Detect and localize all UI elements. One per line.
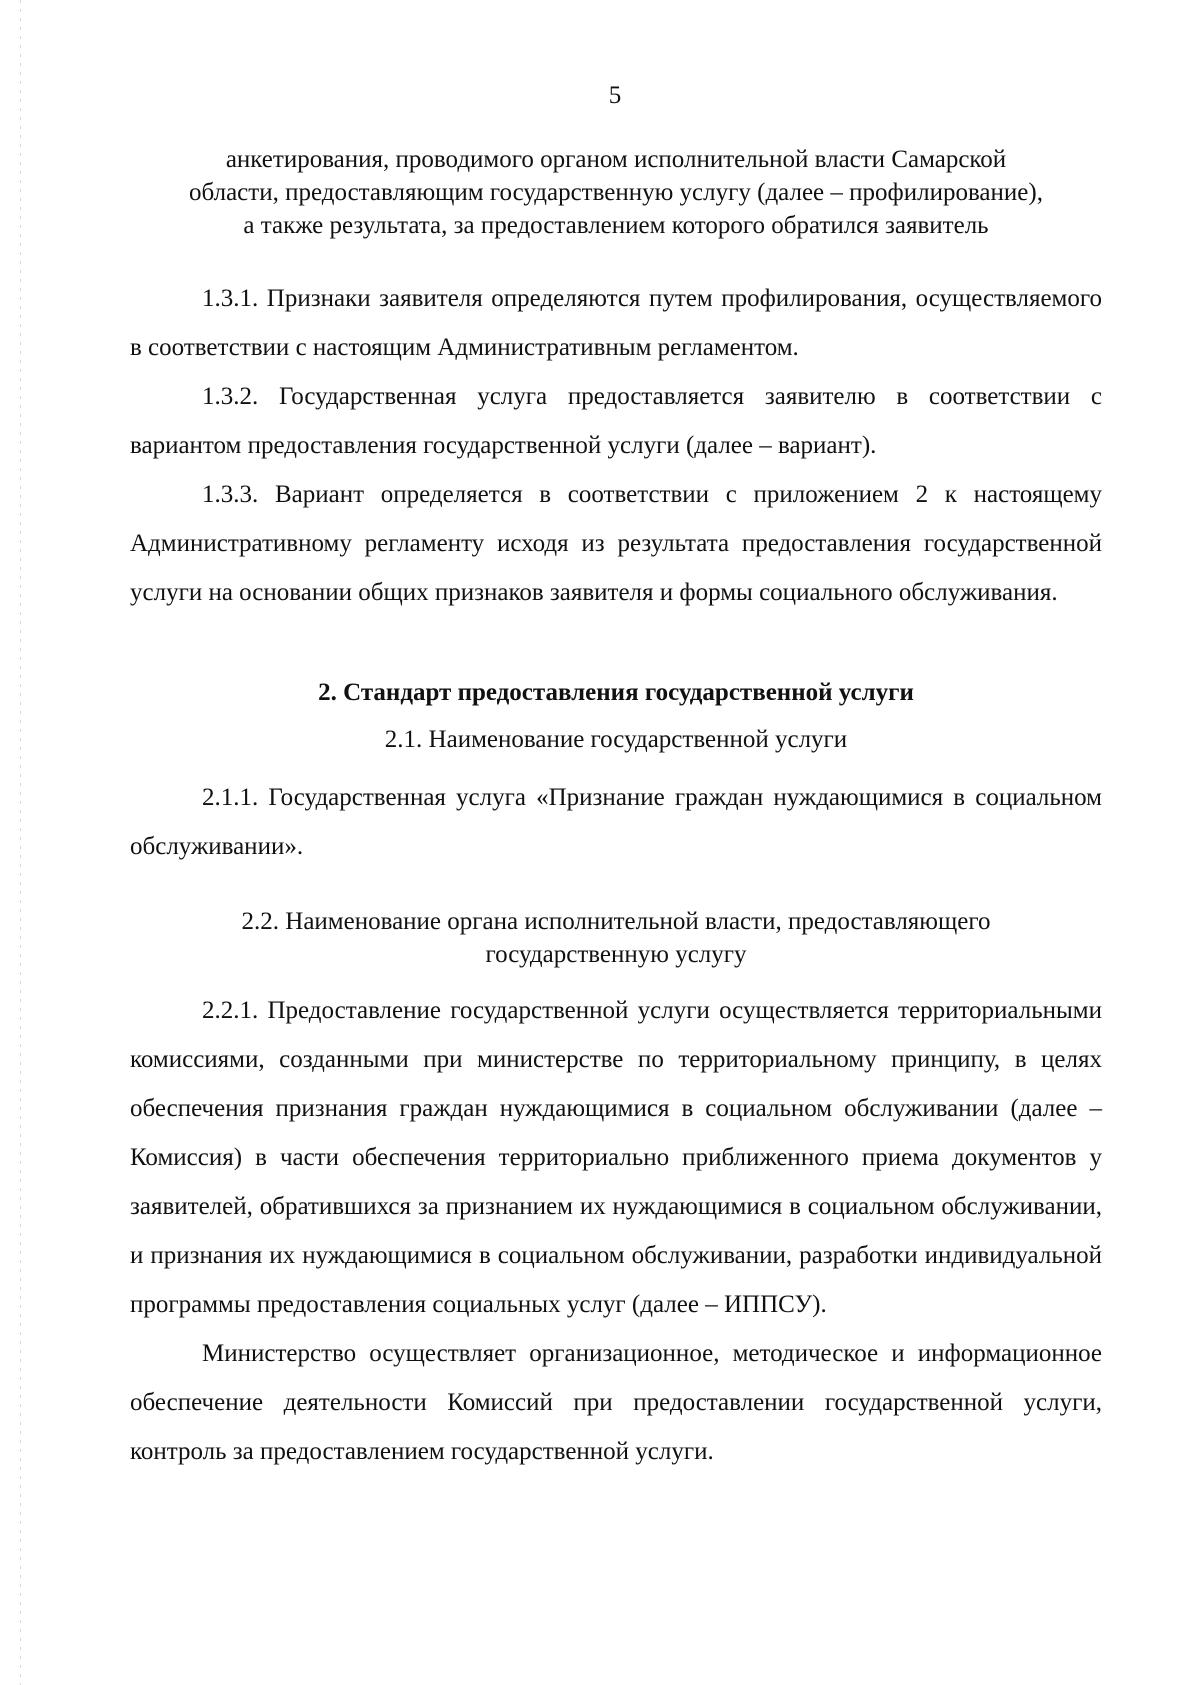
paragraph-1-3-3: 1.3.3. Вариант определяется в соответствии с приложением 2 к настоящему Административному регламенту исходя из результата предоставления государственной услуги на основании общих признаков заявителя и формы социального обслуживания.	[130, 481, 1102, 606]
intro-heading	[130, 143, 1102, 242]
subsection-2-2-title-line: государственную услугу	[485, 941, 747, 968]
section-2-2-body	[130, 986, 1102, 1476]
subsection-2-2-title-line: 2.2. Наименование органа исполнительной власти, предоставляющего	[241, 908, 991, 935]
intro-line: анкетирования, проводимого органом исполнительной власти Самарской	[225, 146, 1007, 173]
subsection-2-2-title	[130, 905, 1102, 971]
section-2-1-body	[130, 773, 1102, 871]
subsection-2-1-title: 2.1. Наименование государственной услуги	[384, 726, 848, 753]
scan-edge-marks	[20, 0, 21, 1685]
intro-line: области, предоставляющим государственную услугу (далее – профилирование),	[189, 179, 1043, 206]
page-number: 5	[608, 82, 622, 109]
section-2-title: 2. Стандарт предоставления государственной услуги	[318, 679, 914, 706]
paragraph-1-3-1: 1.3.1. Признаки заявителя определяются путем профилирования, осуществляемого в соответствии с настоящим Административным регламентом.	[130, 285, 1102, 361]
section-1-3-body	[130, 274, 1102, 617]
paragraph-2-2-1: 2.2.1. Предоставление государственной услуги осуществляется территориальными комиссиями, созданными при министерстве по территориальному принципу, в целях обеспечения признания граждан нуждающимися в социальном обслуживании (далее – Комиссия) в части обеспечения территориально приближенного приема документов у заявителей, обратившихся за признанием их нуждающимися в социальном обслуживании, и признания их нуждающимися в социальном обслуживании, разработки индивидуальной программы предоставления социальных услуг (далее – ИППСУ).	[130, 997, 1102, 1318]
paragraph-1-3-2: 1.3.2. Государственная услуга предоставляется заявителю в соответствии с вариантом предоставления государственной услуги (далее – вариант).	[130, 383, 1102, 459]
intro-line: а также результата, за предоставлением которого обратился заявитель	[243, 212, 989, 239]
paragraph-2-1-1: 2.1.1. Государственная услуга «Признание граждан нуждающимися в социальном обслуживании».	[130, 784, 1102, 860]
paragraph-ministry: Министерство осуществляет организационное, методическое и информационное обеспечение деятельности Комиссий при предоставлении государственной услуги, контроль за предоставлением государственной услуги.	[130, 1340, 1102, 1465]
